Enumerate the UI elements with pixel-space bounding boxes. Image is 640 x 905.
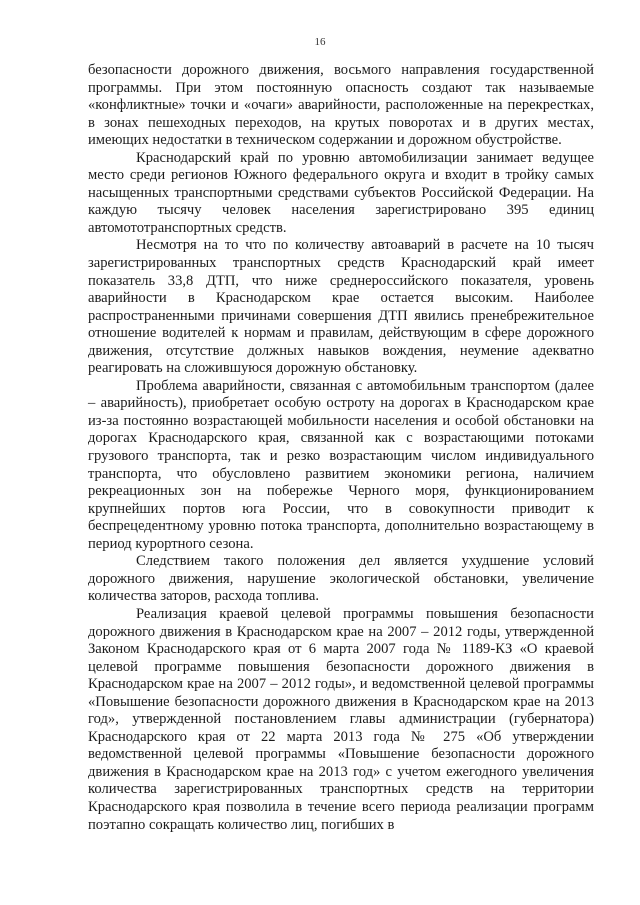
page-number: 16: [314, 36, 326, 48]
paragraph-accident-rate: Несмотря на то что по количеству автоаварий в расчете на 10 тысяч зарегистрированных транспортных средств Краснодарский край имеет показатель 33,8 ДТП, что ниже среднероссийского показателя, уровень аварийности в Краснодарском крае остается высоким. Наиболее распространенными причинами совершения ДТП явились пренебрежительное отношение водителей к нормам и правилам, действующим в сфере дорожного движения, отсутствие должных навыков вождения, неумение адекватно реагировать на сложившуюся дорожную обстановку.: [88, 237, 594, 377]
paragraph-continuation: безопасности дорожного движения, восьмого направления государственной программы. При этом постоянную опасность создают так называемые «конфликтные» точки и «очаги» аварийности, расположенные на перекрестках, в зонах пешеходных переходов, на крутых поворотах и в других местах, имеющих недостатки в техническом содержании и дорожном обустройстве.: [88, 62, 594, 149]
paragraph-consequences: Следствием такого положения дел является ухудшение условий дорожного движения, нарушение экологической обстановки, увеличение количества заторов, расхода топлива.: [88, 553, 594, 605]
paragraph-program-implementation: Реализация краевой целевой программы повышения безопасности дорожного движения в Краснодарском крае на 2007 – 2012 годы, утвержденной Законом Краснодарского края от 6 марта 2007 года № 1189-КЗ «О краевой целевой программе повышения безопасности дорожного движения в Краснодарском крае на 2007 – 2012 годы», и ведомственной целевой программы «Повышение безопасности дорожного движения в Краснодарском крае на 2013 год», утвержденной постановлением главы администрации (губернатора) Краснодарского края от 22 марта 2013 года № 275 «Об утверждении ведомственной целевой программы «Повышение безопасности дорожного движения в Краснодарском крае на 2013 год» с учетом ежегодного увеличения количества зарегистрированных транспортных средств на территории Краснодарского края позволила в течение всего периода реализации программ поэтапно сокращать количество лиц, погибших в: [88, 605, 594, 833]
document-body: [88, 62, 594, 834]
paragraph-motorization: Краснодарский край по уровню автомобилизации занимает ведущее место среди регионов Южного федерального округа и входит в тройку самых насыщенных транспортными средствами субъектов Российской Федерации. На каждую тысячу человек населения зарегистрировано 395 единиц автомототранспортных средств.: [88, 149, 594, 236]
paragraph-problem: Проблема аварийности, связанная с автомобильным транспортом (далее – аварийность), приобретает особую остроту на дорогах в Краснодарском крае из-за постоянно возрастающей мобильности населения и особой обстановки на дорогах Краснодарского края, связанной как с возрастающими потоками грузового транспорта, так и резко возрастающим числом индивидуального транспорта, что обусловлено развитием экономики региона, наличием рекреационных зон на побережье Черного моря, функционированием крупнейших портов юга России, что в совокупности приводит к беспрецедентному уровню потока транспорта, дополнительно возрастающему в период курортного сезона.: [88, 377, 594, 552]
